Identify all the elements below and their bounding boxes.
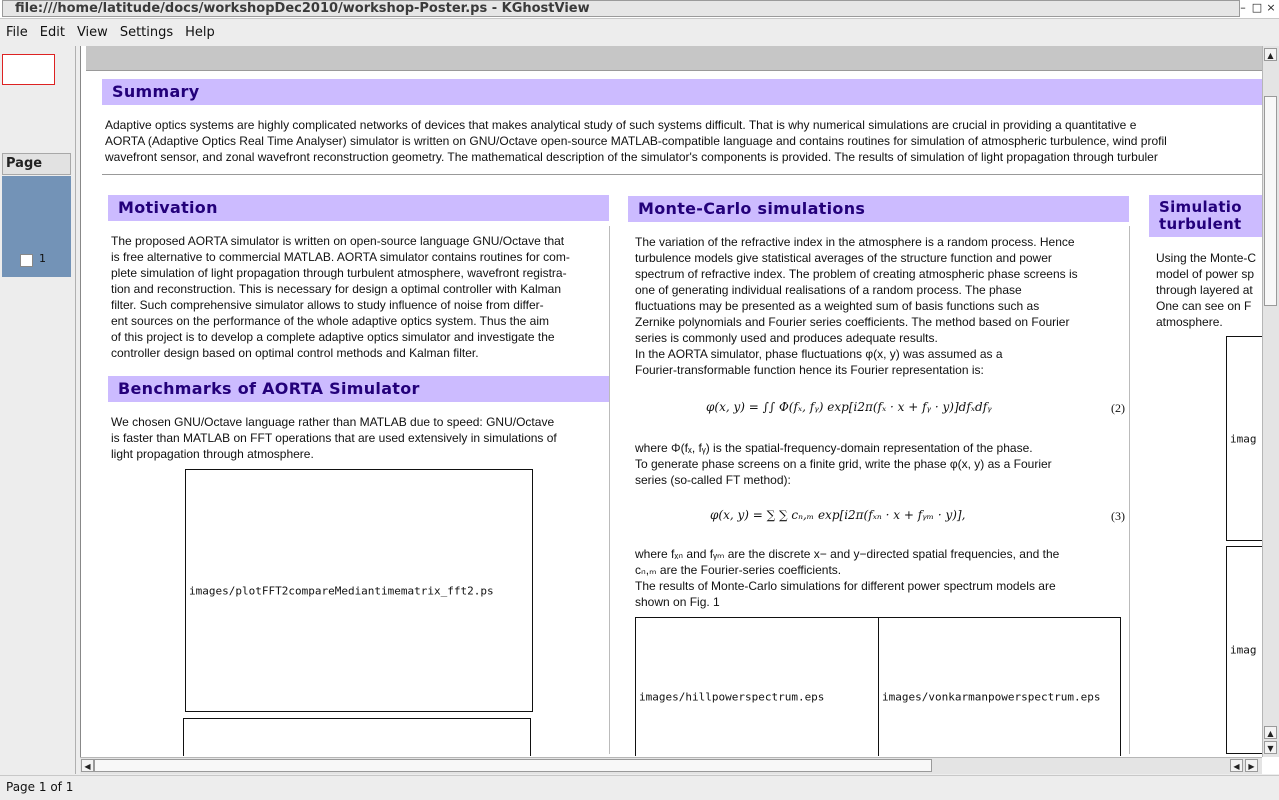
- montecarlo-line: one of generating individual realisations of a random process. The phase: [635, 283, 1022, 297]
- menu-help[interactable]: Help: [185, 24, 215, 40]
- motivation-line: plete simulation of light propagation through turbulent atmosphere, wavefront registra-: [111, 266, 567, 280]
- hill-spectrum-figure-placeholder: [635, 617, 879, 756]
- scroll-up-icon[interactable]: ▲: [1264, 726, 1277, 739]
- minimize-button[interactable]: –: [1240, 1, 1246, 14]
- montecarlo-line: where fₓₙ and fᵧₘ are the discrete x− and y−directed spatial frequencies, and the: [635, 547, 1060, 561]
- montecarlo-line: turbulence models give statistical averages of the structure function and power: [635, 251, 1052, 265]
- benchmarks-line: light propagation through atmosphere.: [111, 447, 314, 461]
- summary-line: wavefront sensor, and zonal wavefront reconstruction geometry. The mathematical description of the simulator's components is provided. The results of simulation of light propagation through turbuler: [105, 150, 1158, 164]
- montecarlo-line: The results of Monte-Carlo simulations for different power spectrum models are: [635, 579, 1056, 593]
- vonkarman-spectrum-figure-placeholder: [878, 617, 1121, 756]
- menu-view[interactable]: View: [76, 24, 108, 40]
- summary-heading: Summary: [102, 79, 1262, 105]
- hill-spectrum-figure-label: images/hillpowerspectrum.eps: [639, 690, 825, 704]
- page-number-label[interactable]: 1: [39, 252, 46, 265]
- benchmarks-line: is faster than MATLAB on FFT operations that are used extensively in simulations of: [111, 431, 557, 445]
- simulation-heading-line: Simulatio: [1159, 198, 1242, 216]
- benchmark-figure-label: images/plotFFT2compareMediantimematrix_fft2.ps: [189, 584, 494, 597]
- close-button[interactable]: ×: [1266, 1, 1276, 14]
- motivation-line: ent sources on the performance of the whole adaptive optics system. Thus the aim: [111, 314, 550, 328]
- page-mark-checkbox[interactable]: [20, 254, 33, 267]
- menu-file[interactable]: File: [6, 24, 28, 40]
- horizontal-scrollbar[interactable]: [80, 757, 1262, 774]
- montecarlo-text-after-eq3: [635, 546, 1120, 610]
- vertical-scrollbar[interactable]: [1262, 46, 1279, 757]
- montecarlo-line: shown on Fig. 1: [635, 595, 720, 609]
- motivation-text: [111, 233, 606, 361]
- montecarlo-text: [635, 234, 1120, 378]
- simulation-line: through layered at: [1156, 283, 1253, 297]
- equation-2-number: (2): [1111, 401, 1125, 415]
- motivation-line: filter. Such comprehensive simulator allows to study influence of noise from differ-: [111, 298, 544, 312]
- maximize-button[interactable]: □: [1251, 1, 1263, 14]
- summary-line: Adaptive optics systems are highly complicated networks of devices that makes analytical study of such systems difficult. That is why numerical simulations are crucial in providing a quantitative e: [105, 118, 1137, 132]
- title-bar: [0, 0, 1279, 19]
- montecarlo-line: spectrum of refractive index. The problem of creating atmospheric phase screens is: [635, 267, 1078, 281]
- simulation-line: atmosphere.: [1156, 315, 1223, 329]
- menu-edit[interactable]: Edit: [39, 24, 65, 40]
- horizontal-scroll-thumb[interactable]: [94, 759, 932, 772]
- document-viewer[interactable]: [80, 46, 1279, 774]
- simulation-figure-label: imag: [1230, 432, 1257, 445]
- montecarlo-line: Zernike polynomials and Fourier series coefficients. The method based on Fourier: [635, 315, 1070, 329]
- montecarlo-line: The variation of the refractive index in the atmosphere is a random process. Hence: [635, 235, 1075, 249]
- scroll-up-icon[interactable]: ▲: [1264, 48, 1277, 61]
- scroll-right-icon[interactable]: ▶: [1245, 759, 1258, 772]
- simulation-heading-line: turbulent: [1159, 215, 1242, 233]
- vertical-scroll-thumb[interactable]: [1264, 96, 1277, 306]
- montecarlo-line: series (so-called FT method):: [635, 473, 791, 487]
- equation-3-number: (3): [1111, 509, 1125, 523]
- page-sidebar: [0, 46, 76, 774]
- montecarlo-heading: Monte-Carlo simulations: [628, 196, 1129, 222]
- simulation-figure-placeholder-1: [1226, 336, 1263, 541]
- motivation-line: The proposed AORTA simulator is written on open-source language GNU/Octave that: [111, 234, 565, 248]
- montecarlo-line: fluctuations may be presented as a weighted sum of basis functions such as: [635, 299, 1040, 313]
- scroll-left-icon[interactable]: ◀: [1230, 759, 1243, 772]
- simulation-heading: [1149, 195, 1263, 237]
- montecarlo-line: series is commonly used and produces adequate results.: [635, 331, 938, 345]
- menu-bar: [0, 19, 1279, 45]
- equation-2: φ(x, y) = ∫∫ Φ(fₓ, fᵧ) exp[i2π(fₓ · x + fᵧ · y)]dfₓdfᵧ: [706, 400, 992, 414]
- equation-3: φ(x, y) = ∑ ∑ cₙ,ₘ exp[i2π(fₓₙ · x + fᵧₘ · y)],: [710, 508, 966, 522]
- page-preview-thumbnail[interactable]: [2, 54, 55, 85]
- summary-text: [105, 117, 1263, 165]
- poster-page: [86, 46, 1263, 756]
- simulation-line: One can see on F: [1156, 299, 1252, 313]
- column-divider: [609, 226, 610, 754]
- motivation-line: tion and reconstruction. This is necessary for design a optimal controller with Kalman: [111, 282, 561, 296]
- benchmarks-text: [111, 414, 606, 462]
- simulation-line: model of power sp: [1156, 267, 1255, 281]
- motivation-line: of this project is to develop a complete adaptive optics simulator and investigate the: [111, 330, 555, 344]
- montecarlo-line: To generate phase screens on a finite grid, write the phase φ(x, y) as a Fourier: [635, 457, 1052, 471]
- scroll-down-icon[interactable]: ▼: [1264, 741, 1277, 754]
- simulation-figure-label: imag: [1230, 643, 1257, 657]
- montecarlo-line: Fourier-transformable function hence its Fourier representation is:: [635, 363, 984, 377]
- montecarlo-text-after-eq2: [635, 440, 1120, 488]
- montecarlo-line: where Φ(fₓ, fᵧ) is the spatial-frequency-domain representation of the phase.: [635, 441, 1033, 455]
- benchmarks-line: We chosen GNU/Octave language rather than MATLAB due to speed: GNU/Octave: [111, 415, 555, 429]
- window-title: file:///home/latitude/docs/workshopDec2010/workshop-Poster.ps - KGhostView: [2, 0, 1240, 17]
- summary-line: AORTA (Adaptive Optics Real Time Analyser) simulator is written on GNU/Octave open-source MATLAB-compatible language and contains routines for simulation of atmospheric turbulence, wind profil: [105, 134, 1167, 148]
- montecarlo-line: In the AORTA simulator, phase fluctuations φ(x, y) was assumed as a: [635, 347, 1003, 361]
- montecarlo-line: cₙ,ₘ are the Fourier-series coefficients.: [635, 563, 842, 577]
- vonkarman-spectrum-figure-label: images/vonkarmanpowerspectrum.eps: [882, 690, 1101, 704]
- second-figure-placeholder: [183, 718, 531, 756]
- benchmarks-heading: Benchmarks of AORTA Simulator: [108, 376, 609, 402]
- menu-settings[interactable]: Settings: [119, 24, 174, 40]
- column-divider: [1129, 226, 1130, 754]
- page-list[interactable]: [2, 176, 71, 277]
- simulation-figure-placeholder-2: [1226, 546, 1263, 754]
- motivation-line: is free alternative to commercial MATLAB. AORTA simulator contains routines for com-: [111, 250, 570, 264]
- page-list-header[interactable]: Page: [2, 153, 71, 175]
- simulation-line: Using the Monte-C: [1156, 251, 1257, 265]
- scroll-left-icon[interactable]: ◀: [81, 759, 94, 772]
- motivation-line: controller design based on optimal control methods and Kalman filter.: [111, 346, 479, 360]
- motivation-heading: Motivation: [108, 195, 609, 221]
- summary-divider: [102, 174, 1262, 175]
- page-top-strip: [86, 46, 1263, 71]
- benchmark-figure-placeholder: [185, 469, 533, 712]
- status-bar: Page 1 of 1: [0, 775, 1279, 800]
- simulation-text: [1156, 250, 1263, 330]
